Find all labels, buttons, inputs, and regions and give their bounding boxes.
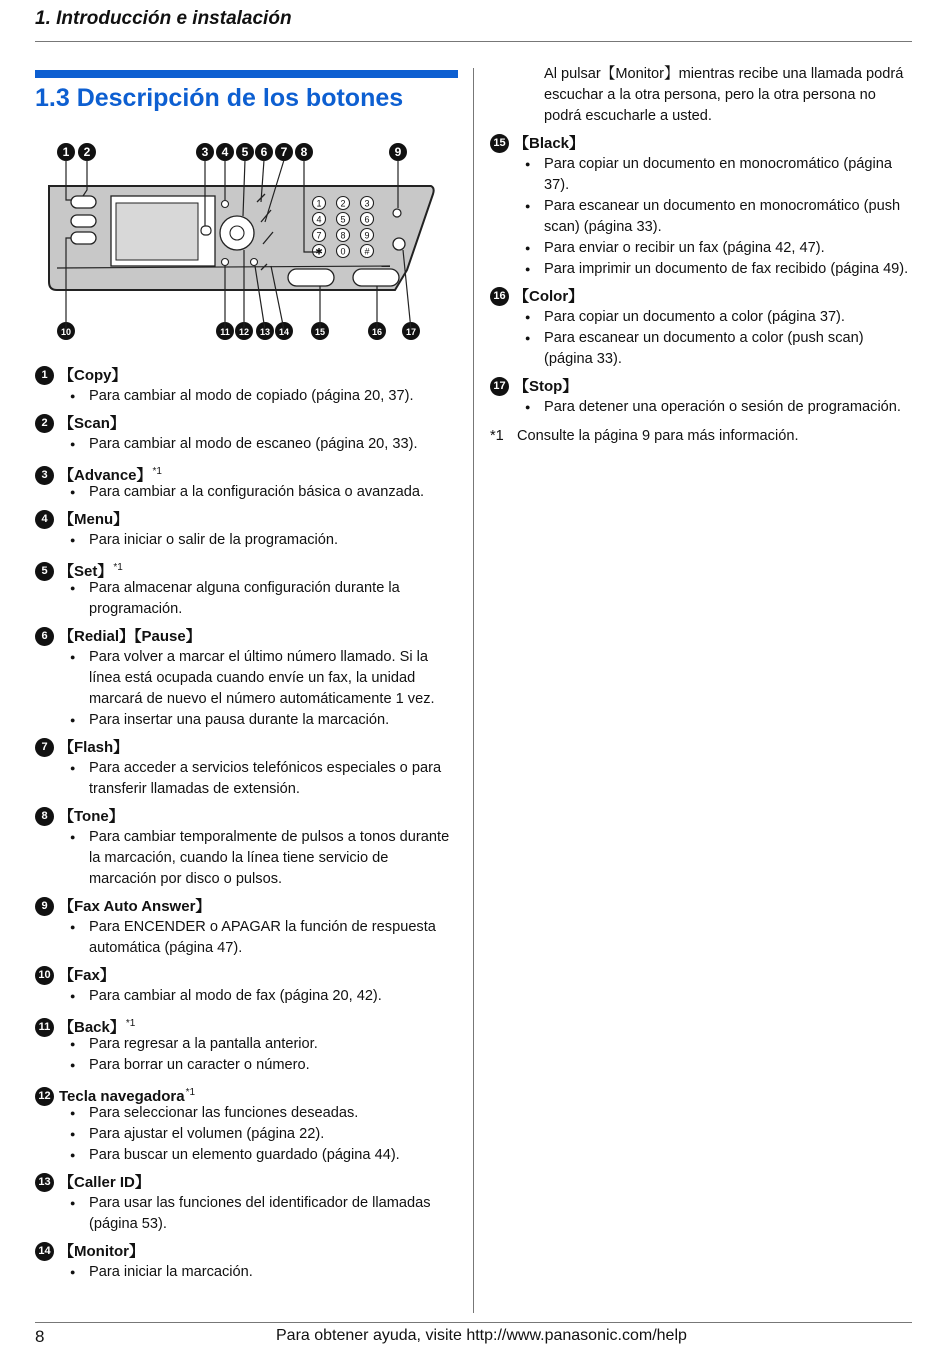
callout-label: 12: [238, 327, 250, 337]
keypad-key-label: 9: [364, 230, 370, 241]
bullet-item: ● Para cambiar al modo de fax (página 20, 42).: [35, 986, 458, 1007]
keypad-key-label: 3: [364, 198, 370, 209]
keypad-key-label: 5: [340, 214, 346, 225]
button-entry-8: [35, 806, 458, 890]
callout-label: 4: [221, 145, 229, 159]
callout-number: 12: [35, 1087, 54, 1106]
bullet-item: ● Para escanear un documento a color (push scan) (página 33).: [490, 328, 915, 370]
bullet-item: ● Para volver a marcar el último número llamado. Si la línea está ocupada cuando envíe un fax, la unidad marcará de nuevo el número automáticamente 1 vez.: [35, 647, 458, 710]
control-panel-diagram: [35, 140, 458, 345]
button-label: 【Fax】: [59, 967, 115, 984]
entry-heading: [35, 1082, 458, 1103]
callout-label: 7: [280, 145, 288, 159]
keypad-key-label: #: [364, 246, 370, 257]
footnote-ref: *1: [185, 1087, 196, 1098]
callout-number: 1: [35, 366, 54, 385]
bullet-item: ● Para enviar o recibir un fax (página 42, 47).: [490, 238, 915, 259]
bullet-item: ● Para buscar un elemento guardado (página 44).: [35, 1145, 458, 1166]
button-entry-13: [35, 1172, 458, 1235]
entry-heading: [35, 1172, 458, 1193]
bullet-list: [35, 434, 458, 455]
entry-heading: [35, 806, 458, 827]
bullet-list: [35, 482, 458, 503]
bullet-item: ● Para borrar un caracter o número.: [35, 1055, 458, 1076]
button-label: Tecla navegadora: [59, 1088, 185, 1105]
callout-label: 16: [371, 327, 383, 337]
entry-heading: [490, 376, 915, 397]
button-entry-17: [490, 376, 915, 418]
button-label: 【Copy】: [59, 367, 127, 384]
callout-number: 13: [35, 1173, 54, 1192]
header-rule: [35, 41, 912, 42]
button-label: 【Caller ID】: [59, 1174, 150, 1191]
bullet-list: [35, 1103, 458, 1166]
bullet-item: ● Para imprimir un documento de fax recibido (página 49).: [490, 259, 915, 280]
button-entry-10: [35, 965, 458, 1007]
diagram-callout-6: [255, 143, 273, 161]
entry-heading: [35, 365, 458, 386]
bullet-list: [35, 917, 458, 959]
bullet-item: ● Para cambiar a la configuración básica o avanzada.: [35, 482, 458, 503]
callout-label: 13: [259, 327, 271, 337]
bullet-item: ● Para cambiar temporalmente de pulsos a tonos durante la marcación, cuando la línea tiene servicio de marcación por disco o pulsos.: [35, 827, 458, 890]
keypad-key-label: 1: [316, 198, 322, 209]
bullet-item: ● Para regresar a la pantalla anterior.: [35, 1034, 458, 1055]
bullet-list: [35, 647, 458, 731]
bullet-item: ● Para ajustar el volumen (página 22).: [35, 1124, 458, 1145]
button-entry-5: [35, 557, 458, 620]
entry-heading: [35, 557, 458, 578]
bullet-item: ● Para insertar una pausa durante la marcación.: [35, 710, 458, 731]
bullet-list: [35, 827, 458, 890]
bullet-list: [490, 154, 915, 280]
footer-rule: [35, 1322, 912, 1323]
footnote: [490, 426, 915, 447]
bullet-list: [35, 386, 458, 407]
callout-label: 15: [314, 327, 326, 337]
bullet-item: ● Para iniciar la marcación.: [35, 1262, 458, 1283]
button-entry-3: [35, 461, 458, 503]
diagram-callout-8: [295, 143, 313, 161]
callout-label: 14: [278, 327, 290, 337]
bullet-list: [490, 307, 915, 370]
footnote-ref: *1: [113, 562, 123, 573]
button-label: 【Flash】: [59, 739, 129, 756]
bullet-item: ● Para cambiar al modo de copiado (página 20, 37).: [35, 386, 458, 407]
footnote-ref: *1: [152, 466, 162, 477]
monitor-note: Al pulsar【Monitor】mientras recibe una llamada podrá escuchar a la otra persona, pero la otra persona no podrá escucharle a usted.: [544, 66, 904, 124]
button-entry-6: [35, 626, 458, 731]
keypad-key-label: 8: [340, 230, 346, 241]
entry-heading: [35, 1241, 458, 1262]
callout-number: 3: [35, 466, 54, 485]
bullet-item: ● Para ENCENDER o APAGAR la función de respuesta automática (página 47).: [35, 917, 458, 959]
section-bar: [35, 70, 458, 78]
entry-heading: [35, 509, 458, 530]
button-entry-11: [35, 1013, 458, 1076]
bullet-list: [35, 530, 458, 551]
callout-number: 9: [35, 897, 54, 916]
callout-label: 9: [394, 145, 402, 159]
button-label: 【Stop】: [514, 378, 578, 395]
entry-heading: [490, 286, 915, 307]
callout-label: 8: [300, 145, 308, 159]
button-label: 【Back】: [59, 1019, 125, 1036]
bullet-item: ● Para seleccionar las funciones deseadas.: [35, 1103, 458, 1124]
diagram-callout-14: [275, 322, 293, 340]
left-column: [35, 365, 458, 1289]
bullet-list: [35, 758, 458, 800]
callout-label: 1: [62, 145, 70, 159]
bullet-list: [35, 1193, 458, 1235]
help-footer: Para obtener ayuda, visite http://www.panasonic.com/help: [276, 1327, 687, 1344]
running-header: 1. Introducción e instalación: [35, 8, 292, 29]
entry-heading: [35, 737, 458, 758]
callout-label: 17: [405, 327, 417, 337]
entry-heading: [35, 413, 458, 434]
button-entry-12: [35, 1082, 458, 1166]
bullet-item: ● Para detener una operación o sesión de programación.: [490, 397, 915, 418]
diagram-callout-1: [57, 143, 75, 161]
diagram-callout-13: [256, 322, 274, 340]
bullet-list: [35, 1262, 458, 1283]
callout-label: 5: [241, 145, 249, 159]
diagram-callout-9: [389, 143, 407, 161]
keypad-key-label: 2: [340, 198, 346, 209]
bullet-list: [490, 397, 915, 418]
button-entry-9: [35, 896, 458, 959]
keypad-key-label: 4: [316, 214, 322, 225]
button-entry-7: [35, 737, 458, 800]
diagram-callout-2: [78, 143, 96, 161]
button-label: 【Monitor】: [59, 1243, 144, 1260]
entry-heading: [35, 1013, 458, 1034]
callout-number: 8: [35, 807, 54, 826]
button-label: 【Redial】【Pause】: [59, 628, 201, 645]
callout-number: 4: [35, 510, 54, 529]
button-label: 【Black】: [514, 135, 585, 152]
callout-label: 3: [201, 145, 209, 159]
button-label: 【Tone】: [59, 808, 124, 825]
button-entry-4: [35, 509, 458, 551]
column-divider: [473, 68, 474, 1313]
keypad-key-label: 0: [340, 246, 346, 257]
button-label: 【Scan】: [59, 415, 125, 432]
button-entry-14: [35, 1241, 458, 1283]
bullet-item: ● Para copiar un documento a color (página 37).: [490, 307, 915, 328]
callout-label: 2: [83, 145, 91, 159]
footnote-mark: *1: [490, 428, 504, 444]
button-label: 【Menu】: [59, 511, 129, 528]
callout-number: 11: [35, 1018, 54, 1037]
diagram-callout-4: [216, 143, 234, 161]
button-entry-15: [490, 133, 915, 280]
keypad-key-label: ✱: [315, 246, 323, 257]
entry-heading: [490, 133, 915, 154]
callout-number: 15: [490, 134, 509, 153]
button-label: 【Set】: [59, 563, 113, 580]
right-column: [490, 64, 915, 447]
bullet-list: [35, 986, 458, 1007]
keypad-key-label: 7: [316, 230, 322, 241]
bullet-item: ● Para iniciar o salir de la programación.: [35, 530, 458, 551]
entry-heading: [35, 461, 458, 482]
bullet-item: ● Para acceder a servicios telefónicos especiales o para transferir llamadas de extensión.: [35, 758, 458, 800]
callout-number: 10: [35, 966, 54, 985]
diagram-callout-5: [236, 143, 254, 161]
section-title: 1.3 Descripción de los botones: [35, 84, 404, 112]
bullet-item: ● Para usar las funciones del identificador de llamadas (página 53).: [35, 1193, 458, 1235]
button-entry-16: [490, 286, 915, 370]
keypad-key-label: 6: [364, 214, 370, 225]
diagram-callout-7: [275, 143, 293, 161]
callout-number: 14: [35, 1242, 54, 1261]
button-label: 【Color】: [514, 288, 584, 305]
bullet-list: [35, 578, 458, 620]
bullet-item: ● Para cambiar al modo de escaneo (página 20, 33).: [35, 434, 458, 455]
callout-number: 16: [490, 287, 509, 306]
bullet-item: ● Para copiar un documento en monocromático (página 37).: [490, 154, 915, 196]
callout-number: 6: [35, 627, 54, 646]
callout-number: 2: [35, 414, 54, 433]
button-label: 【Advance】: [59, 467, 152, 484]
button-label: 【Fax Auto Answer】: [59, 898, 211, 915]
bullet-list: [35, 1034, 458, 1076]
callout-label: 11: [220, 327, 230, 337]
callout-label: 10: [60, 327, 72, 337]
callout-label: 6: [260, 145, 268, 159]
entry-heading: [35, 896, 458, 917]
page-number: 8: [35, 1327, 45, 1346]
footnote-ref: *1: [125, 1018, 136, 1029]
callout-number: 5: [35, 562, 54, 581]
button-entry-2: [35, 413, 458, 455]
footnote-text: Consulte la página 9 para más información.: [517, 428, 799, 444]
button-entry-1: [35, 365, 458, 407]
bullet-item: ● Para almacenar alguna configuración durante la programación.: [35, 578, 458, 620]
bullet-item: ● Para escanear un documento en monocromático (push scan) (página 33).: [490, 196, 915, 238]
callout-number: 17: [490, 377, 509, 396]
callout-number: 7: [35, 738, 54, 757]
entry-heading: [35, 965, 458, 986]
entry-heading: [35, 626, 458, 647]
diagram-callout-3: [196, 143, 214, 161]
